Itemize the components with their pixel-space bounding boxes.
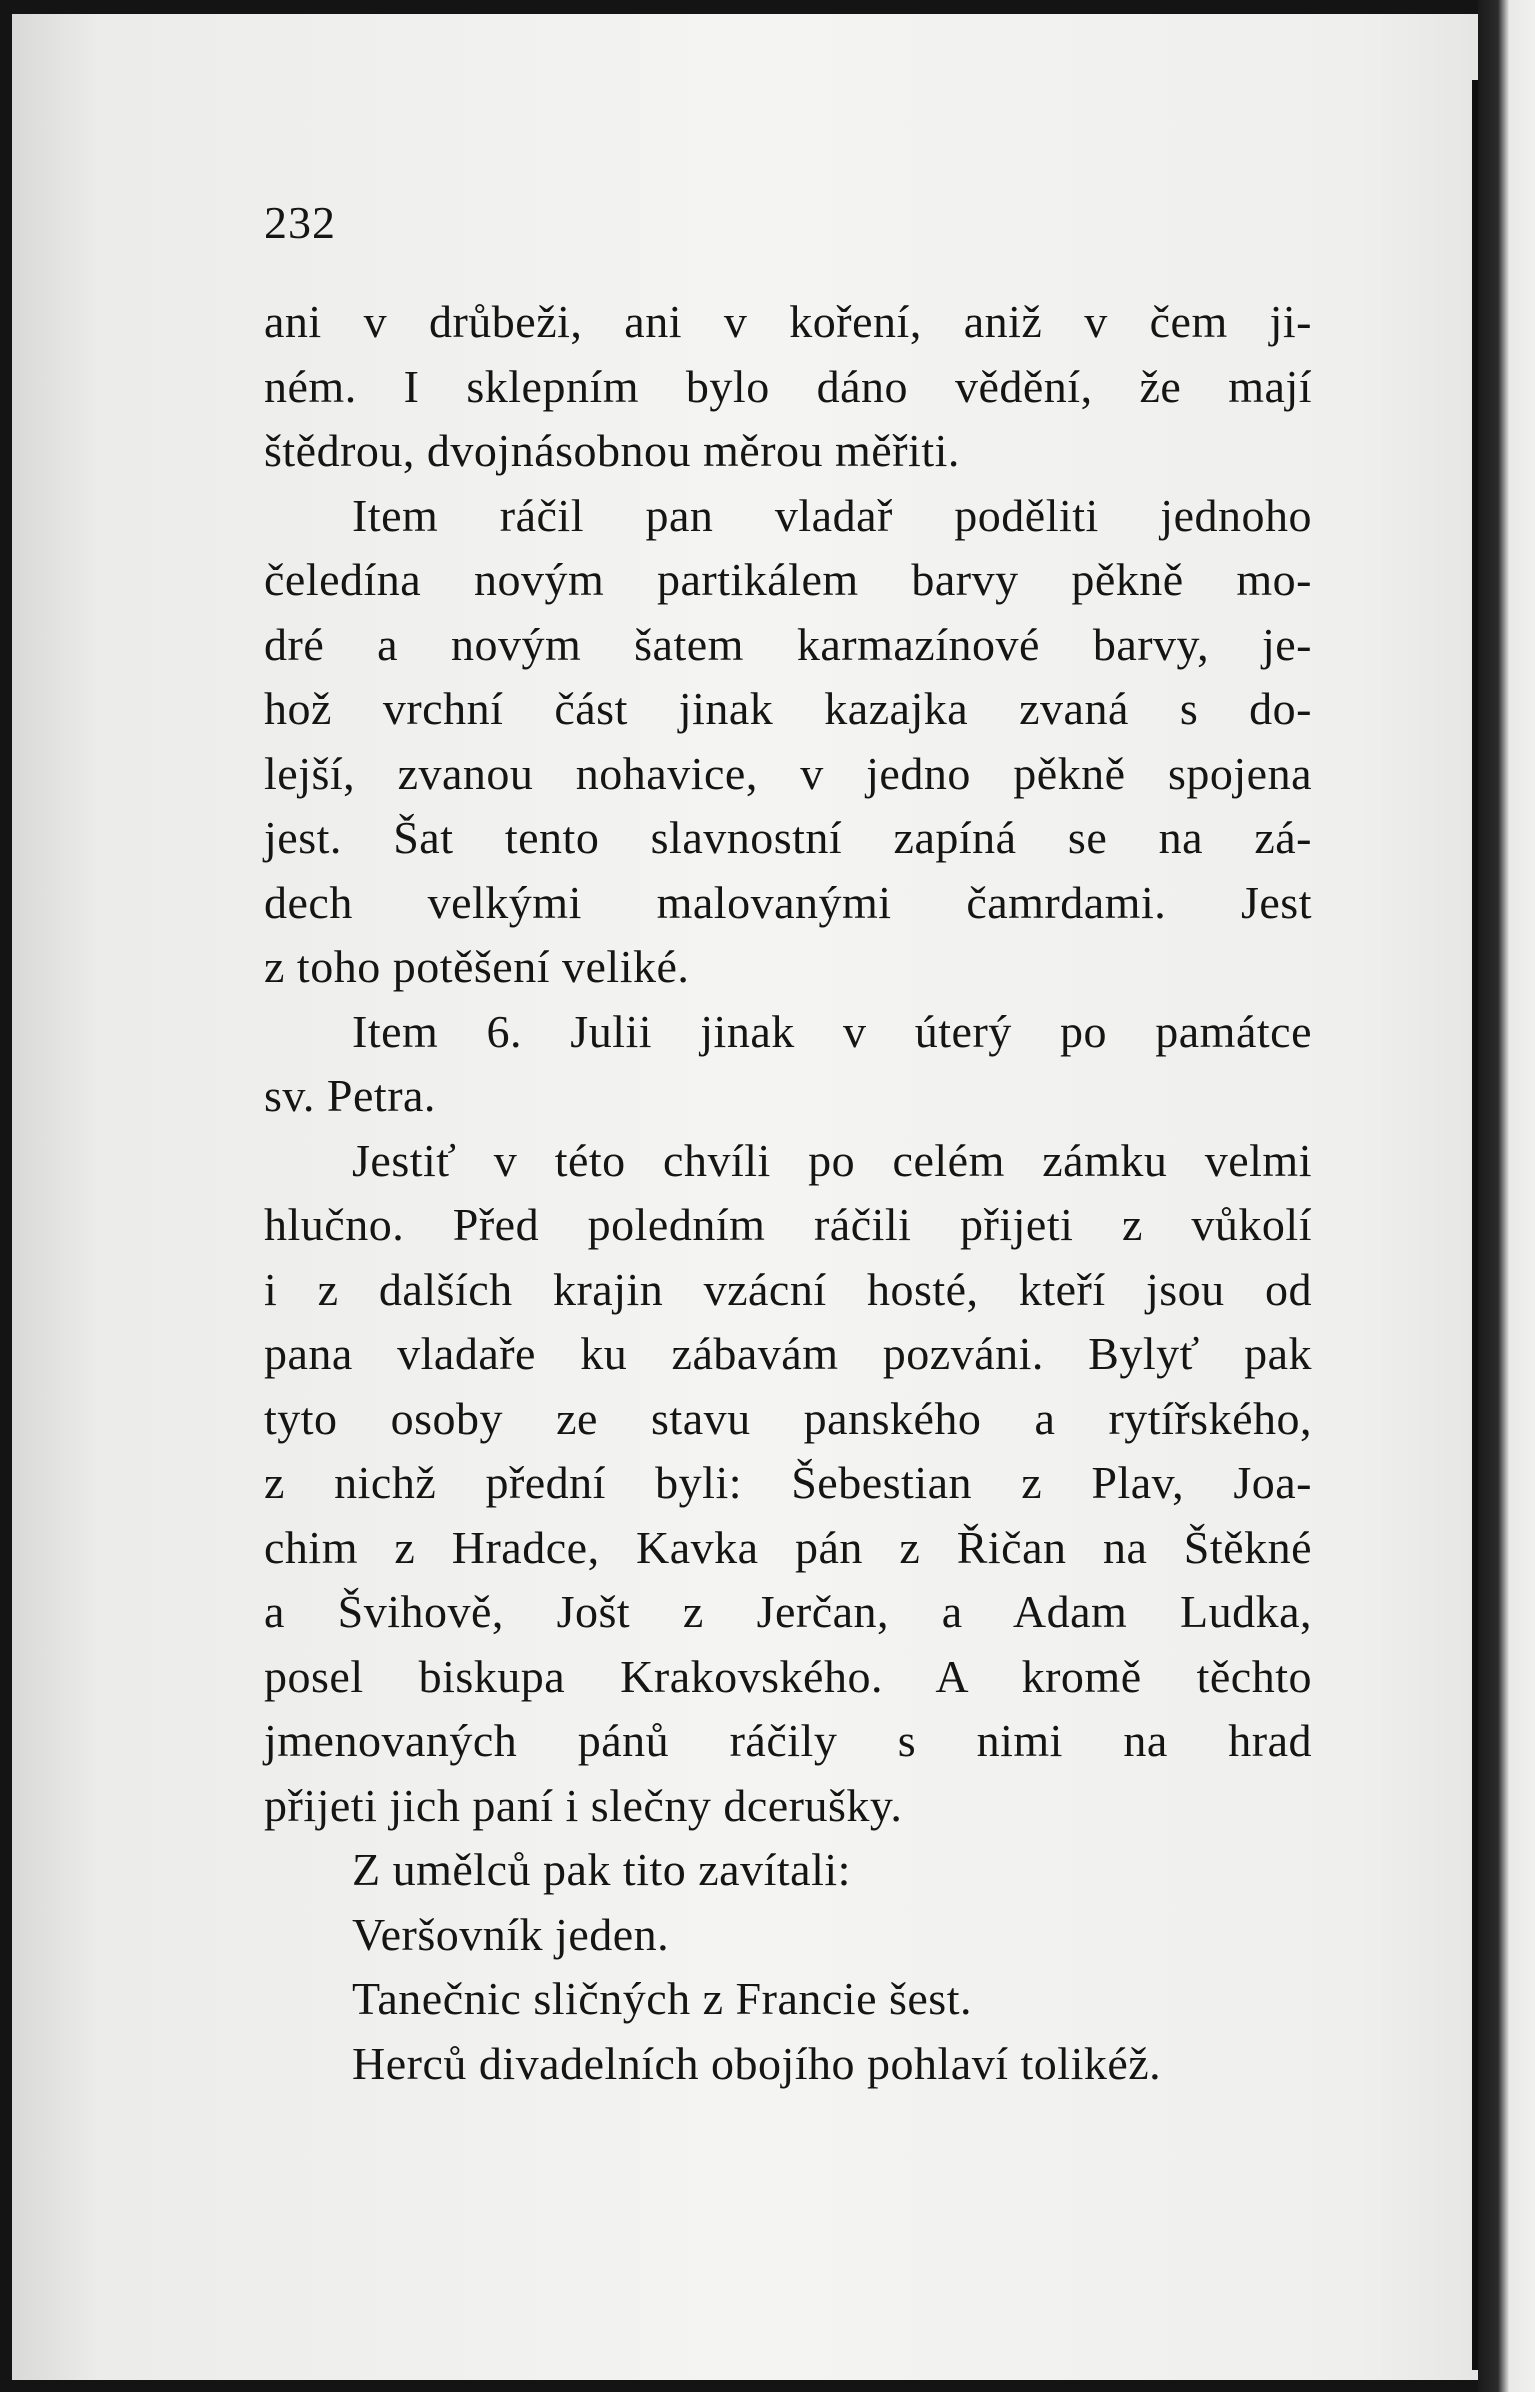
text-line: tyto osoby ze stavu panského a rytířského,: [264, 1392, 1312, 1444]
text-line: z nichž přední byli: Šebestian z Plav, Joa-: [264, 1457, 1312, 1508]
page-number: 232: [264, 197, 336, 248]
book-gutter: [1478, 0, 1535, 2392]
text-line: Item ráčil pan vladař poděliti jednoho: [352, 489, 1312, 541]
text-line: ném. I sklepním bylo dáno vědění, že mají: [264, 360, 1312, 412]
text-line: lejší, zvanou nohavice, v jedno pěkně spojena: [264, 747, 1312, 799]
text-line: Veršovník jeden.: [352, 1908, 670, 1960]
text-line: i z dalších krajin vzácní hosté, kteří jsou od: [264, 1263, 1312, 1315]
text-line: chim z Hradce, Kavka pán z Řičan na Štěkné: [264, 1521, 1312, 1573]
text-line: hlučno. Před poledním ráčili přijeti z vůkolí: [264, 1199, 1312, 1250]
text-line: čeledína novým partikálem barvy pěkně mo-: [264, 554, 1312, 605]
text-line: štědrou, dvojnásobnou měrou měřiti.: [264, 425, 960, 476]
text-line: Tanečnic sličných z Francie šest.: [352, 1973, 972, 2024]
text-line: Herců divadelních obojího pohlaví tolikéž.: [352, 2037, 1162, 2089]
text-line: posel biskupa Krakovského. A kromě těchto: [264, 1650, 1312, 1702]
text-line: Jestiť v této chvíli po celém zámku velmi: [352, 1134, 1312, 1186]
text-line: dech velkými malovanými čamrdami. Jest: [264, 876, 1312, 928]
text-line: sv. Petra.: [264, 1070, 436, 1121]
text-line: ani v drůbeži, ani v koření, aniž v čem ji-: [264, 296, 1312, 347]
text-line: přijeti jich paní i slečny dcerušky.: [264, 1779, 903, 1831]
body-text: [264, 290, 1312, 2096]
text-line: pana vladaře ku zábavám pozváni. Bylyť pak: [264, 1328, 1312, 1379]
text-line: jmenovaných pánů ráčily s nimi na hrad: [264, 1715, 1312, 1766]
text-line: a Švihově, Jošt z Jerčan, a Adam Ludka,: [264, 1586, 1312, 1637]
text-line: jest. Šat tento slavnostní zapíná se na zá-: [264, 812, 1312, 863]
text-line: hož vrchní část jinak kazajka zvaná s do-: [264, 683, 1312, 734]
text-line: Item 6. Julii jinak v úterý po památce: [352, 1005, 1312, 1057]
text-line: Z umělců pak tito zavítali:: [352, 1844, 851, 1895]
text-line: dré a novým šatem karmazínové barvy, je-: [264, 618, 1312, 670]
text-line: z toho potěšení veliké.: [264, 941, 690, 992]
